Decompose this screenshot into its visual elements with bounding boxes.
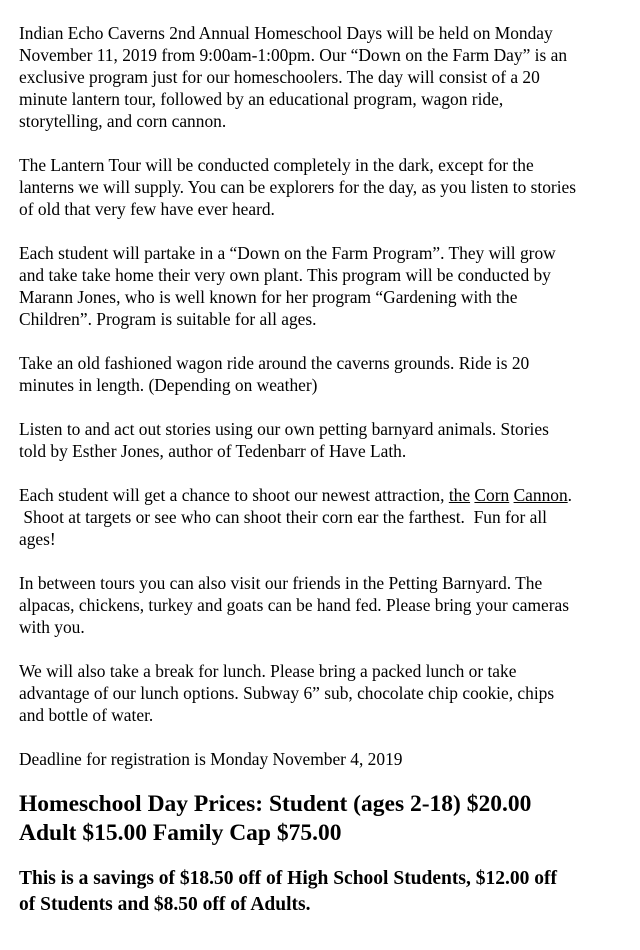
lunch-paragraph <box>19 660 640 726</box>
text-line: told by Esther Jones, author of Tedenbarr of Have Lath. <box>19 441 407 461</box>
savings-line: This is a savings of $18.50 off of High School Students, $12.00 off <box>19 868 557 889</box>
text-line: of old that very few have ever heard. <box>19 199 275 219</box>
text-line: The Lantern Tour will be conducted completely in the dark, except for the <box>19 155 534 175</box>
lantern-tour-paragraph <box>19 154 640 220</box>
text-line: lanterns we will supply. You can be explorers for the day, as you listen to stories <box>19 177 577 197</box>
storytelling-paragraph <box>19 418 640 462</box>
text-line: ages! <box>19 529 56 549</box>
text-span: . <box>567 485 573 505</box>
savings-line: of Students and $8.50 off of Adults. <box>19 894 311 915</box>
text-line: with you. <box>19 617 85 637</box>
corn-cannon-paragraph <box>19 484 640 550</box>
text-line: Children”. Program is suitable for all ages. <box>19 309 317 329</box>
text-line: November 11, 2019 from 9:00am-1:00pm. Our “Down on the Farm Day” is an <box>19 45 568 65</box>
text-line: Marann Jones, who is well known for her program “Gardening with the <box>19 287 518 307</box>
text-line: We will also take a break for lunch. Please bring a packed lunch or take <box>19 661 517 681</box>
savings-text <box>19 866 640 918</box>
text-line: Indian Echo Caverns 2nd Annual Homeschool Days will be held on Monday <box>19 23 553 43</box>
text-line: minutes in length. (Depending on weather) <box>19 375 318 395</box>
text-line: Listen to and act out stories using our own petting barnyard animals. Stories <box>19 419 549 439</box>
text-line: Shoot at targets or see who can shoot their corn ear the farthest. Fun for all <box>19 507 548 527</box>
underlined-word-corn: Corn <box>474 485 510 505</box>
text-line: exclusive program just for our homeschoolers. The day will consist of a 20 <box>19 67 540 87</box>
text-line: alpacas, chickens, turkey and goats can be hand fed. Please bring your cameras <box>19 595 570 615</box>
text-span: Each student will get a chance to shoot our newest attraction, <box>19 485 449 505</box>
prices-heading <box>19 790 640 848</box>
prices-line: Adult $15.00 Family Cap $75.00 <box>19 820 342 846</box>
deadline-text: Deadline for registration is Monday November 4, 2019 <box>19 749 403 769</box>
intro-paragraph <box>19 22 640 132</box>
text-line: advantage of our lunch options. Subway 6” sub, chocolate chip cookie, chips <box>19 683 555 703</box>
text-line: and take take home their very own plant. This program will be conducted by <box>19 265 551 285</box>
prices-line: Homeschool Day Prices: Student (ages 2-18) $20.00 <box>19 791 532 817</box>
text-line: In between tours you can also visit our friends in the Petting Barnyard. The <box>19 573 543 593</box>
underlined-word-the: the <box>448 485 471 505</box>
deadline-paragraph <box>19 748 640 770</box>
text-line: and bottle of water. <box>19 705 154 725</box>
wagon-ride-paragraph <box>19 352 640 396</box>
text-line: minute lantern tour, followed by an educational program, wagon ride, <box>19 89 504 109</box>
text-line: Take an old fashioned wagon ride around the caverns grounds. Ride is 20 <box>19 353 530 373</box>
underlined-word-cannon: Cannon <box>513 485 568 505</box>
text-line <box>19 484 640 506</box>
farm-program-paragraph <box>19 242 640 330</box>
petting-barnyard-paragraph <box>19 572 640 638</box>
text-line: storytelling, and corn cannon. <box>19 111 227 131</box>
text-line: Each student will partake in a “Down on the Farm Program”. They will grow <box>19 243 556 263</box>
